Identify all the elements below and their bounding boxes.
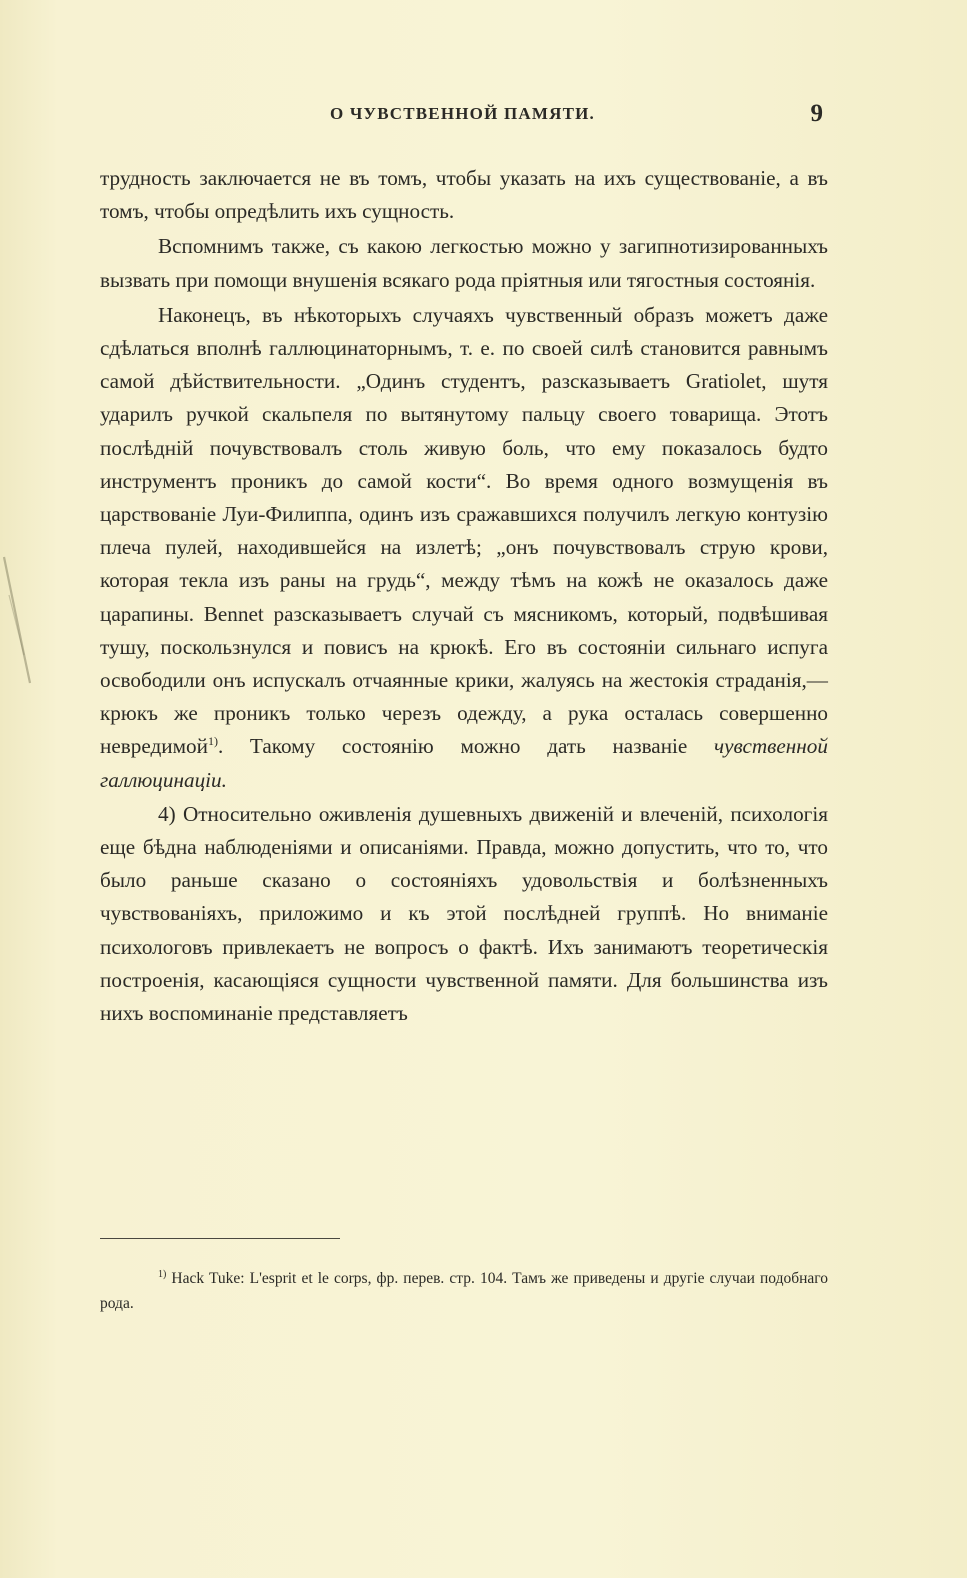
italic-term: чувственной галлюцинаціи. — [100, 734, 828, 792]
footnote-text: Hack Tuke: L'esprit et le corps, фр. перев. стр. 104. Тамъ же приведены и другіе случаи подобнаго рода. — [100, 1270, 828, 1312]
paragraph-continuation — [100, 162, 828, 228]
margin-pencil-mark — [0, 555, 40, 685]
paragraph-text: Вспомнимъ также, съ какою легкостью можно у загипнотизированныхъ вызвать при помощи внушенія всякаго рода пріятныя или тягостныя состоянія. — [100, 234, 828, 292]
paragraph-section-4 — [100, 798, 828, 1030]
footnote-marker: 1) — [158, 1268, 167, 1280]
running-title: О ЧУВСТВЕННОЙ ПАМЯТИ. — [329, 104, 596, 123]
footnote-paragraph — [100, 1266, 828, 1316]
footnote-divider — [100, 1238, 340, 1239]
footnote — [100, 1266, 828, 1316]
body-text — [100, 162, 828, 1030]
footnote-reference[interactable]: 1) — [207, 734, 218, 749]
paragraph-hypnosis — [100, 230, 828, 296]
page-number: 9 — [810, 100, 823, 127]
paragraph-text: Наконецъ, въ нѣкоторыхъ случаяхъ чувственный образъ можетъ даже сдѣлаться вполнѣ галлюцинаторнымъ, т. е. по своей силѣ становится равнымъ самой дѣйствительности. „Одинъ студентъ, разсказываетъ Gratiolet, шутя ударилъ ручкой скальпеля по вытянутому пальцу своего товарища. Этотъ послѣдній почувствовалъ столь живую боль, что ему показалось будто инструментъ проникъ до самой кости“. Во время одного возмущенія въ царствованіе Луи-Филиппа, одинъ изъ сражавшихся получилъ легкую контузію плеча пулей, находившейся на излетѣ; „онъ почувствовалъ струю крови, которая текла изъ раны на грудь“, между тѣмъ на кожѣ не оказалось даже царапины. Bennet разсказываетъ случай съ мясникомъ, который, подвѣшивая тушу, поскользнулся и повисъ на крюкѣ. Его въ состояніи сильнаго испуга освободили онъ испускалъ отчаянные крики, жалуясь на жестокія страданія,—крюкъ же проникъ только черезъ одежду, а рука осталась совершенно невредимой — [100, 302, 828, 759]
paragraph-text: 4) Относительно оживленія душевныхъ движеній и влеченій, психологія еще бѣдна наблюденіями и описаніями. Правда, можно допустить, что то, что было раньше сказано о состояніяхъ удовольствія и болѣзненныхъ чувствованіяхъ, приложимо и къ этой послѣдней группѣ. Но вниманіе психологовъ привлекаетъ не вопросъ о фактѣ. Ихъ занимаютъ теоретическія построенія, касающіяся сущности чувственной памяти. Для большинства изъ нихъ воспоминаніе представляетъ — [100, 801, 828, 1026]
paragraph-hallucination — [100, 299, 828, 797]
paragraph-text-tail: . Такому состоянію можно дать названіе — [217, 734, 715, 759]
paragraph-text: трудность заключается не въ томъ, чтобы указать на ихъ существованіе, а въ томъ, чтобы опредѣлить ихъ сущность. — [100, 166, 828, 224]
page-header — [100, 100, 825, 134]
